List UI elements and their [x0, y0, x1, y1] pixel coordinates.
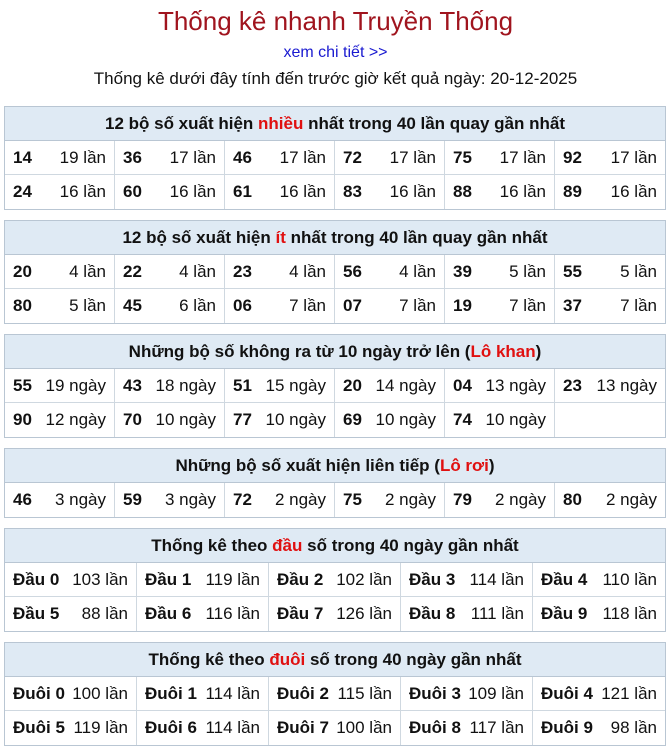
stat-value: 7 lần — [509, 296, 546, 315]
most-frequent-section — [4, 106, 666, 210]
stat-value: 4 lần — [399, 262, 436, 281]
stat-value: 10 ngày — [155, 410, 216, 429]
stat-key: 43 — [123, 376, 142, 395]
stat-value: 19 ngày — [45, 376, 106, 395]
stat-cell — [335, 255, 445, 289]
stat-key: 46 — [233, 148, 252, 167]
stat-cell — [335, 289, 445, 323]
stat-value: 100 lần — [72, 684, 128, 703]
stat-value: 10 ngày — [265, 410, 326, 429]
stat-cell — [5, 369, 115, 403]
stat-key: 20 — [343, 376, 362, 395]
stat-cell — [335, 483, 445, 517]
stat-value: 16 lần — [59, 182, 106, 201]
stat-cell — [445, 141, 555, 175]
stat-cell — [115, 403, 225, 437]
stat-cell — [225, 255, 335, 289]
stat-cell — [533, 711, 665, 745]
stat-key: 74 — [453, 410, 472, 429]
stat-value: 17 lần — [279, 148, 326, 167]
stat-key: 04 — [453, 376, 472, 395]
stat-cell — [445, 403, 555, 437]
stat-cell — [445, 369, 555, 403]
stat-cell — [137, 711, 269, 745]
stat-value: 17 lần — [169, 148, 216, 167]
stat-key: 83 — [343, 182, 362, 201]
stat-cell — [335, 141, 445, 175]
stat-cell — [5, 175, 115, 209]
stat-cell — [555, 141, 665, 175]
stat-value: 2 ngày — [274, 490, 326, 509]
stat-value: 126 lần — [336, 604, 392, 623]
stat-cell — [225, 289, 335, 323]
stat-cell — [5, 563, 137, 597]
stat-key: Đầu 1 — [145, 570, 192, 589]
stat-cell — [137, 677, 269, 711]
stat-key: Đầu 7 — [277, 604, 324, 623]
stat-value: 7 lần — [289, 296, 326, 315]
stat-key: 06 — [233, 296, 252, 315]
stat-value: 16 lần — [279, 182, 326, 201]
stat-key: 07 — [343, 296, 362, 315]
stat-cell — [555, 175, 665, 209]
stat-key: 22 — [123, 262, 142, 281]
stat-key: Đầu 6 — [145, 604, 192, 623]
stat-cell — [401, 677, 533, 711]
section-heading: Thống kê theo đầu số trong 40 ngày gần nhất — [5, 529, 665, 563]
empty-cell — [555, 403, 665, 437]
stat-cell — [335, 403, 445, 437]
stat-key: Đuôi 2 — [277, 684, 329, 703]
stat-value: 10 ngày — [375, 410, 436, 429]
stat-value: 7 lần — [399, 296, 436, 315]
stat-cell — [5, 483, 115, 517]
stat-cell — [269, 711, 401, 745]
stat-value: 5 lần — [620, 262, 657, 281]
stat-cell — [5, 255, 115, 289]
stat-value: 12 ngày — [45, 410, 106, 429]
stat-cell — [115, 175, 225, 209]
stat-cell — [5, 141, 115, 175]
stat-value: 6 lần — [179, 296, 216, 315]
stat-value: 10 ngày — [485, 410, 546, 429]
stat-value: 111 lần — [470, 604, 524, 623]
lo-roi-section — [4, 448, 666, 518]
stat-key: 59 — [123, 490, 142, 509]
stat-key: Đuôi 9 — [541, 718, 593, 737]
stat-cell — [225, 403, 335, 437]
stat-key: Đuôi 6 — [145, 718, 197, 737]
stat-value: 5 lần — [509, 262, 546, 281]
stat-cell — [115, 483, 225, 517]
stat-key: 55 — [13, 376, 32, 395]
stat-value: 115 lần — [337, 684, 392, 703]
stat-cell — [335, 175, 445, 209]
stat-key: 69 — [343, 410, 362, 429]
stat-cell — [533, 563, 665, 597]
stat-value: 118 lần — [602, 604, 657, 623]
stat-cell — [401, 563, 533, 597]
stat-key: Đuôi 5 — [13, 718, 65, 737]
stat-key: Đầu 3 — [409, 570, 456, 589]
stat-cell — [335, 369, 445, 403]
stat-cell — [269, 563, 401, 597]
stat-cell — [5, 289, 115, 323]
stat-key: 56 — [343, 262, 362, 281]
stat-key: Đầu 4 — [541, 570, 588, 589]
stat-value: 13 ngày — [485, 376, 546, 395]
stat-key: 92 — [563, 148, 582, 167]
stat-value: 19 lần — [59, 148, 106, 167]
stat-value: 119 lần — [73, 718, 128, 737]
stat-key: 60 — [123, 182, 142, 201]
stat-cell — [225, 175, 335, 209]
stat-value: 121 lần — [601, 684, 657, 703]
stat-value: 15 ngày — [265, 376, 326, 395]
stat-key: 88 — [453, 182, 472, 201]
stat-key: 90 — [13, 410, 32, 429]
stat-key: 37 — [563, 296, 582, 315]
stat-key: Đầu 9 — [541, 604, 588, 623]
section-heading: Những bộ số không ra từ 10 ngày trở lên (Lô khan) — [5, 335, 665, 369]
stat-key: 51 — [233, 376, 252, 395]
stat-value: 18 ngày — [155, 376, 216, 395]
stat-key: 20 — [13, 262, 32, 281]
stat-key: 79 — [453, 490, 472, 509]
stat-cell — [225, 483, 335, 517]
stat-cell — [115, 369, 225, 403]
stat-key: Đuôi 3 — [409, 684, 461, 703]
stat-cell — [445, 175, 555, 209]
stat-cell — [555, 483, 665, 517]
stat-value: 2 ngày — [494, 490, 546, 509]
stat-value: 4 lần — [289, 262, 326, 281]
stat-value: 17 lần — [610, 148, 657, 167]
section-heading: Thống kê theo đuôi số trong 40 ngày gần nhất — [5, 643, 665, 677]
stat-value: 4 lần — [179, 262, 216, 281]
stat-cell — [445, 255, 555, 289]
stat-value: 114 lần — [469, 570, 524, 589]
stat-value: 119 lần — [205, 570, 260, 589]
stat-value: 114 lần — [205, 718, 260, 737]
stat-cell — [445, 289, 555, 323]
stat-key: 39 — [453, 262, 472, 281]
stat-key: 75 — [343, 490, 362, 509]
section-heading: Những bộ số xuất hiện liên tiếp (Lô rơi) — [5, 449, 665, 483]
stat-value: 4 lần — [69, 262, 106, 281]
dau-stats-section — [4, 528, 666, 632]
stat-key: 23 — [233, 262, 252, 281]
stat-cell — [137, 597, 269, 631]
stat-key: 80 — [563, 490, 582, 509]
stat-key: Đầu 0 — [13, 570, 60, 589]
stat-value: 3 ngày — [54, 490, 106, 509]
stat-key: Đầu 8 — [409, 604, 456, 623]
stat-key: Đuôi 1 — [145, 684, 197, 703]
stat-value: 100 lần — [336, 718, 392, 737]
stat-key: 61 — [233, 182, 252, 201]
stat-value: 16 lần — [499, 182, 546, 201]
stat-cell — [533, 597, 665, 631]
stat-key: Đuôi 8 — [409, 718, 461, 737]
stat-value: 98 lần — [610, 718, 657, 737]
section-heading: 12 bộ số xuất hiện ít nhất trong 40 lần quay gần nhất — [5, 221, 665, 255]
stat-key: Đầu 5 — [13, 604, 60, 623]
stat-cell — [555, 255, 665, 289]
stat-key: 80 — [13, 296, 32, 315]
stat-value: 110 lần — [602, 570, 657, 589]
stat-key: 72 — [233, 490, 252, 509]
stat-value: 16 lần — [610, 182, 657, 201]
stat-value: 2 ngày — [605, 490, 657, 509]
stat-value: 14 ngày — [375, 376, 436, 395]
stat-value: 16 lần — [389, 182, 436, 201]
stat-cell — [115, 289, 225, 323]
stat-cell — [115, 141, 225, 175]
stat-key: Đầu 2 — [277, 570, 324, 589]
stat-key: 19 — [453, 296, 472, 315]
stat-key: Đuôi 7 — [277, 718, 329, 737]
stat-cell — [401, 711, 533, 745]
stat-key: 36 — [123, 148, 142, 167]
stat-value: 116 lần — [205, 604, 260, 623]
stat-cell — [5, 677, 137, 711]
stat-key: 55 — [563, 262, 582, 281]
detail-link[interactable]: xem chi tiết >> — [283, 44, 388, 61]
stat-value: 88 lần — [81, 604, 128, 623]
page-title: Thống kê nhanh Truyền Thống — [157, 6, 514, 36]
stat-key: Đuôi 4 — [541, 684, 593, 703]
stat-cell — [269, 677, 401, 711]
stat-cell — [533, 677, 665, 711]
stat-value: 114 lần — [205, 684, 260, 703]
stat-key: 46 — [13, 490, 32, 509]
stat-key: 89 — [563, 182, 582, 201]
stat-value: 109 lần — [468, 684, 524, 703]
stat-value: 117 lần — [469, 718, 524, 737]
stat-value: 102 lần — [336, 570, 392, 589]
stat-cell — [137, 563, 269, 597]
stat-value: 3 ngày — [164, 490, 216, 509]
stat-value: 17 lần — [389, 148, 436, 167]
stat-value: 2 ngày — [384, 490, 436, 509]
stat-key: 14 — [13, 148, 32, 167]
stat-cell — [225, 141, 335, 175]
page-subtitle: Thống kê dưới đây tính đến trước giờ kết quả ngày: 20-12-2025 — [93, 69, 578, 88]
stat-cell — [445, 483, 555, 517]
stat-cell — [401, 597, 533, 631]
least-frequent-section — [4, 220, 666, 324]
stat-cell — [555, 369, 665, 403]
stat-key: 72 — [343, 148, 362, 167]
stat-key: 70 — [123, 410, 142, 429]
stat-key: 24 — [13, 182, 32, 201]
stat-key: 77 — [233, 410, 252, 429]
stat-value: 7 lần — [620, 296, 657, 315]
stat-value: 13 ngày — [596, 376, 657, 395]
stat-value: 17 lần — [499, 148, 546, 167]
stat-cell — [5, 711, 137, 745]
stat-cell — [269, 597, 401, 631]
stat-value: 5 lần — [69, 296, 106, 315]
stat-cell — [225, 369, 335, 403]
stat-key: 45 — [123, 296, 142, 315]
lo-khan-section — [4, 334, 666, 438]
section-heading: 12 bộ số xuất hiện nhiều nhất trong 40 lần quay gần nhất — [5, 107, 665, 141]
stat-cell — [555, 289, 665, 323]
stat-key: Đuôi 0 — [13, 684, 65, 703]
stat-key: 23 — [563, 376, 582, 395]
stat-key: 75 — [453, 148, 472, 167]
duoi-stats-section — [4, 642, 666, 746]
stat-cell — [5, 403, 115, 437]
stat-value: 16 lần — [169, 182, 216, 201]
stat-value: 103 lần — [72, 570, 128, 589]
stat-cell — [115, 255, 225, 289]
stat-cell — [5, 597, 137, 631]
